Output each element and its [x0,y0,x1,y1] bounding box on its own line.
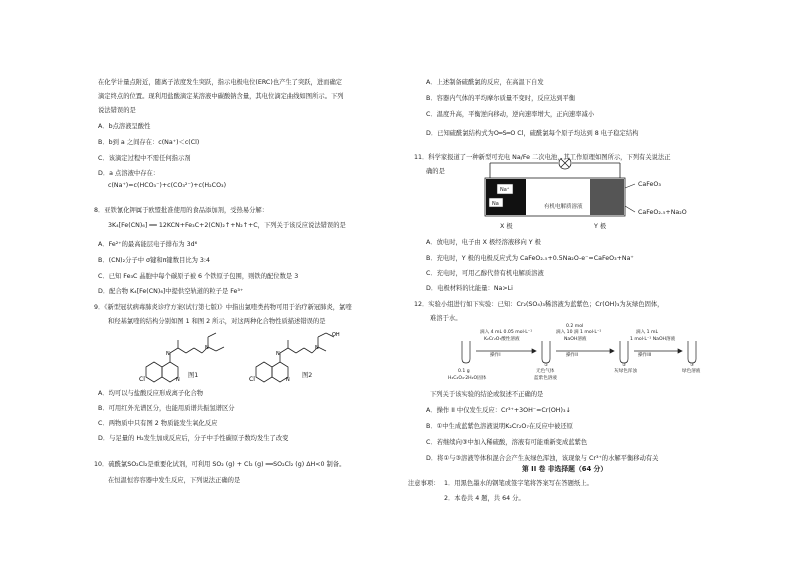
tube-3-result: 绿色溶液 [682,369,701,374]
q-intro-option-a: A．b点溶液呈酸性 [98,123,151,130]
tube-2-number: ② [622,363,627,368]
q12-option-c: C．若继续向③中加入稀硫酸，溶液有可能重新变成蓝紫色 [426,439,588,446]
svg-text:N: N [286,377,290,383]
sample-mass: 0.1 g [458,369,470,374]
q12-stem-line-2: 难溶于水。 [430,315,462,322]
q8-option-c: C．已知 Fe₃C 晶胞中每个碳原子被 6 个铁原子包围，则铁的配位数是 3 [98,273,299,280]
q10-stem-line-2: 在恒温恒容容器中发生反应，下列说法正确的是 [108,477,241,484]
tube-3-number: ③ [690,363,695,368]
q11-option-c: C．充电时，可用乙醇代替有机电解质溶液 [426,270,544,277]
q8-option-d: D．配合物 K₄[Fe(CN)₆]中提供空轨道的粒子是 Fe³⁺ [98,288,244,295]
q8-stem: 8．亚铁氰化钾属于欧盟批准使用的食品添加剂，受热易分解： [94,207,269,214]
step2-reagent: 滴入 10 滴 1 mol·L⁻¹ [556,330,602,335]
cafeo3-label: CaFeO₃ [638,181,661,188]
sample-solid: H₂C₂O₄·2H₂O固体 [448,376,487,381]
q12-option-b: B．①中生成蓝紫色溶液说明K₂Cr₂O₇在反应中被还原 [426,423,573,430]
q8-option-a: A．Fe²⁺的最高能层电子排布为 3d⁶ [98,241,198,248]
q9-option-b: B．可用红外光谱区分，也能用质谱共振氢谱区分 [98,405,235,412]
step1-reagent-2: K₂Cr₂O₇酸性溶液 [484,337,520,342]
svg-text:Cl: Cl [139,376,145,383]
q12-intro: 下列关于该实验的结论或叙述不正确的是 [430,391,544,398]
q8-option-b: B．(CN)₂分子中 σ键和π键数目比为 3:4 [98,257,211,264]
q11-stem-line-1: 11．科学家报道了一种新型可充电 Na/Fe 二次电池，其工作原理如图所示，下列有关说法正 [414,154,671,161]
q10-option-c: C．温度升高，平衡逆向移动，逆向速率增大，正向速率减小 [426,111,595,118]
q10-option-a: A．上述制备硫酰氯的反应，在高温下自发 [426,79,544,86]
q12-option-d: D．将①与③溶液等体积混合会产生灰绿色浑浊，该现象与 Cr³⁺的水解平衡移动有关 [426,455,659,462]
svg-text:N: N [166,351,170,357]
na-electrode-label: Na [492,201,499,207]
hydroxychloroquine-structure [248,327,348,389]
q11-option-b: B．充电时，Y 极的电极反应式为 CaFeO₂.₅+0.5Na₂O-e⁻=CaFeO₃+Na⁺ [426,255,634,262]
q10-option-d: D．已知硫酰氯结构式为O═S═O Cl，硫酰氯每个原子均达到 8 电子稳定结构 [426,130,639,137]
q9-option-c: C．两物质中只有图 2 物质能发生氧化反应 [98,420,218,427]
q9-option-a: A．均可以与盐酸反应形成离子化合物 [98,390,204,397]
part2-title: 第 II 卷 非选择题（64 分） [522,465,608,473]
svg-text:N: N [315,345,319,351]
chloroquine-structure [138,327,238,389]
q11-option-d: D．电极材料的比能量：Na>Li [426,285,513,292]
q9-option-d: D．与足量的 H₂发生加成反应后，分子中手性碳原子数均发生了改变 [98,435,289,442]
q12-option-a: A．操作 II 中仅发生反应：Cr³⁺+3OH⁻=Cr(OH)₃↓ [426,407,571,414]
na-plus-label: Na⁺ [500,187,510,193]
x-pole-label: X 极 [500,223,513,230]
q-intro-line-1: 在化学计量点附近，随离子浓度发生突跃，指示电极电位(ERC)也产生了突跃，进而确定 [98,79,343,86]
figure-2-label: 图2 [302,372,313,379]
svg-text:N: N [276,351,280,357]
q11-stem-line-2: 确的是 [426,168,445,175]
svg-text:N: N [205,345,209,351]
operation-1: 操作I [490,353,501,358]
svg-text:Cl: Cl [249,376,255,383]
operation-3: 操作III [638,353,652,358]
svg-text:N: N [176,377,180,383]
y-pole-label: Y 极 [594,223,607,230]
q-intro-option-d-formula: c(Na⁺)=c(HCO₃⁻)+c(CO₃²⁻)+c(H₂CO₃) [108,182,227,189]
battery-diagram [480,158,680,233]
operation-2: 操作II [566,353,578,358]
step2-reagent-2: NaOH溶液 [564,337,587,342]
q9-stem-line-2: 和羟基氯喹的结构分别如图 1 和图 2 所示，对这两种化合物性质描述错误的是 [108,318,326,325]
step3-reagent: 滴入 1 mL [636,330,659,335]
step3-reagent-2: 1 mol·L⁻¹ NaOH溶液 [630,337,676,342]
q-intro-option-d: D．a 点溶液中存在： [98,170,160,177]
q10-stem-line-1: 10．硫酰氯SO₂Cl₂是重要化试剂，可利用 SO₂ (g) + Cl₂ (g) ══SO₂Cl₂ (g) ΔH<0 制备。 [94,461,346,468]
notes-label: 注意事项： [408,480,440,487]
step1-reagent: 滴入 4 mL 0.05 mol·L⁻¹ [480,330,533,335]
tube-1-gas: 无色气体 [536,369,555,374]
q-intro-line-2: 滴定终点的位置。现利用盐酸滴定某溶液中碳酸钠含量，其电位滴定曲线如图所示。下列 [98,93,344,100]
q12-stem-line-1: 12．实验小组进行如下实验：已知：Cr₂(SO₄)₃稀溶液为蓝紫色；Cr(OH)₃为灰绿色固体， [414,301,664,308]
q-intro-line-3: 说法错误的是 [98,107,136,114]
tube-1-number: ① [544,363,549,368]
product-label: CaFeO₂.₅+Na₂O [638,209,687,216]
figure-1-label: 图1 [188,372,199,379]
electrolyte-label: 有机电解质溶液 [544,204,583,210]
tube-2-result: 灰绿色浑浊 [614,369,637,374]
svg-text:OH: OH [332,332,340,338]
tube-1-solution: 蓝紫色溶液 [534,376,557,381]
q10-option-b: B．容器内气体的平均摩尔质量不变时，反应达到平衡 [426,95,576,102]
note-1: 1．用黑色墨水的钢笔或签字笔将答案写在答题纸上。 [444,480,593,487]
note-2: 2．本卷共 4 题，共 64 分。 [444,495,525,502]
q-intro-option-c: C．该滴定过程中不需任何指示剂 [98,155,191,162]
step2-amount: 0.2 mol [566,324,584,329]
q-intro-option-b: B．b到 a 之间存在：c(Na⁺)＜c(Cl) [98,139,200,146]
q9-stem-line-1: 9．《新型冠状病毒肺炎诊疗方案(试行第七版)》中指出氯喹类药物可用于治疗新冠肺炎，氯喹 [94,304,352,311]
q8-equation: 3K₄[Fe(CN)₆] ══ 12KCN+Fe₃C+2(CN)₂↑+N₂↑+C，下列关于该反应说法错误的是 [108,222,346,229]
q11-option-a: A．放电时，电子由 X 极经溶液移向 Y 极 [426,239,541,246]
